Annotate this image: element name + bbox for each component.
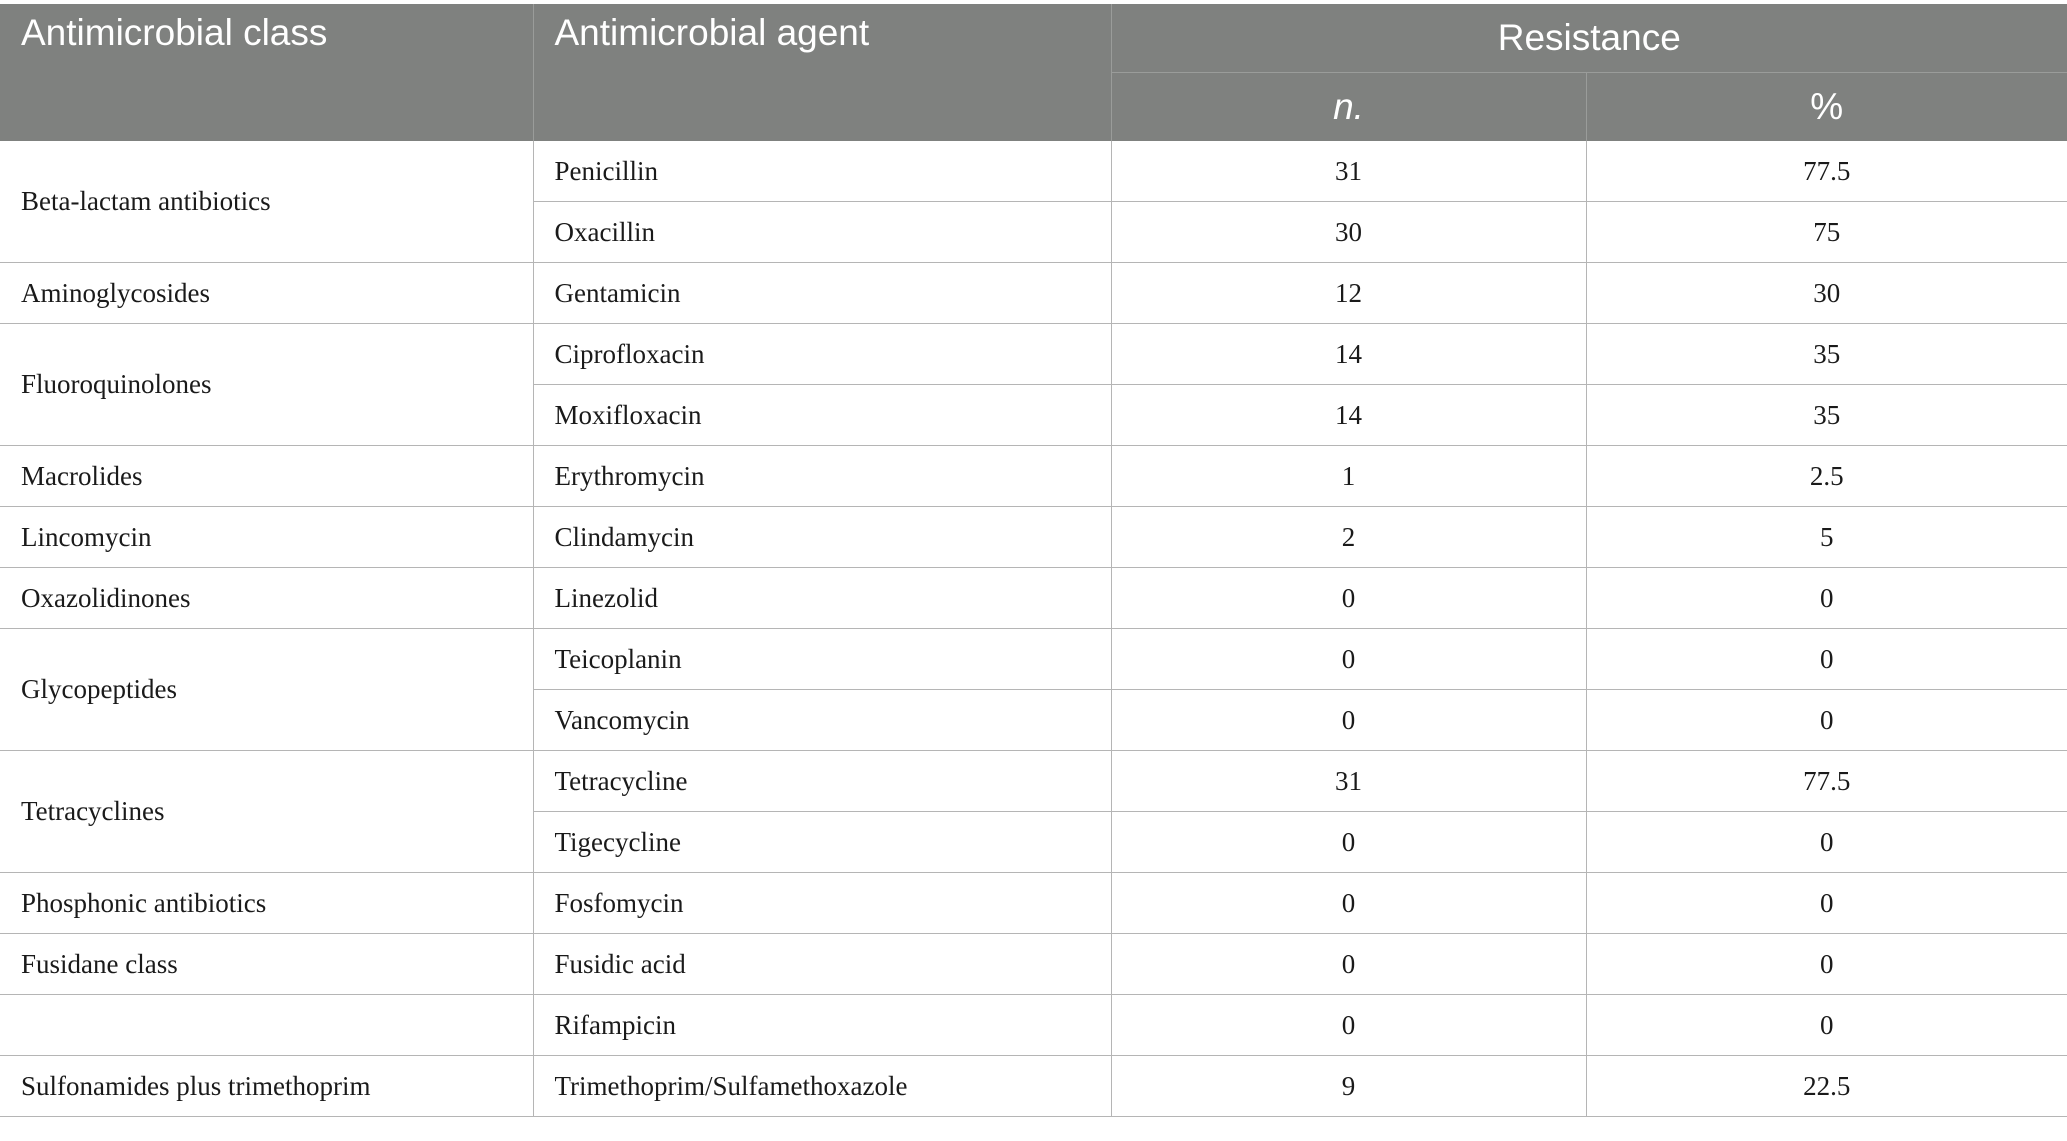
class-cell: Sulfonamides plus trimethoprim xyxy=(0,1056,533,1117)
header-resistance: Resistance xyxy=(1111,4,2067,73)
table-row xyxy=(0,507,2067,568)
class-cell: Beta-lactam antibiotics xyxy=(0,141,533,263)
agent-cell: Linezolid xyxy=(533,568,1111,629)
percent-cell: 35 xyxy=(1586,385,2067,446)
n-cell: 0 xyxy=(1111,690,1586,751)
class-cell: Lincomycin xyxy=(0,507,533,568)
agent-cell: Gentamicin xyxy=(533,263,1111,324)
table-row xyxy=(0,629,2067,690)
agent-cell: Rifampicin xyxy=(533,995,1111,1056)
header-n: n. xyxy=(1111,73,1586,142)
n-cell: 0 xyxy=(1111,568,1586,629)
n-cell: 0 xyxy=(1111,934,1586,995)
table-row xyxy=(0,995,2067,1056)
n-cell: 30 xyxy=(1111,202,1586,263)
n-cell: 31 xyxy=(1111,141,1586,202)
agent-cell: Penicillin xyxy=(533,141,1111,202)
percent-cell: 0 xyxy=(1586,568,2067,629)
header-percent: % xyxy=(1586,73,2067,142)
class-cell: Macrolides xyxy=(0,446,533,507)
agent-cell: Erythromycin xyxy=(533,446,1111,507)
n-cell: 0 xyxy=(1111,629,1586,690)
n-cell: 31 xyxy=(1111,751,1586,812)
percent-cell: 35 xyxy=(1586,324,2067,385)
agent-cell: Fusidic acid xyxy=(533,934,1111,995)
agent-cell: Oxacillin xyxy=(533,202,1111,263)
class-cell: Fluoroquinolones xyxy=(0,324,533,446)
n-cell: 2 xyxy=(1111,507,1586,568)
percent-cell: 5 xyxy=(1586,507,2067,568)
table-row xyxy=(0,751,2067,812)
header-antimicrobial-class: Antimicrobial class xyxy=(0,4,533,141)
n-cell: 14 xyxy=(1111,385,1586,446)
agent-cell: Moxifloxacin xyxy=(533,385,1111,446)
percent-cell: 30 xyxy=(1586,263,2067,324)
percent-cell: 0 xyxy=(1586,812,2067,873)
table-row xyxy=(0,324,2067,385)
header-antimicrobial-agent: Antimicrobial agent xyxy=(533,4,1111,141)
percent-cell: 2.5 xyxy=(1586,446,2067,507)
table-row xyxy=(0,446,2067,507)
resistance-table xyxy=(0,4,2067,1117)
agent-cell: Ciprofloxacin xyxy=(533,324,1111,385)
percent-cell: 0 xyxy=(1586,629,2067,690)
percent-cell: 0 xyxy=(1586,934,2067,995)
n-cell: 0 xyxy=(1111,812,1586,873)
class-cell: Aminoglycosides xyxy=(0,263,533,324)
agent-cell: Tigecycline xyxy=(533,812,1111,873)
table-row xyxy=(0,1056,2067,1117)
class-cell: Phosphonic antibiotics xyxy=(0,873,533,934)
percent-cell: 0 xyxy=(1586,690,2067,751)
agent-cell: Teicoplanin xyxy=(533,629,1111,690)
agent-cell: Tetracycline xyxy=(533,751,1111,812)
percent-cell: 0 xyxy=(1586,873,2067,934)
class-cell: Oxazolidinones xyxy=(0,568,533,629)
percent-cell: 77.5 xyxy=(1586,141,2067,202)
agent-cell: Vancomycin xyxy=(533,690,1111,751)
percent-cell: 0 xyxy=(1586,995,2067,1056)
class-cell: Fusidane class xyxy=(0,934,533,995)
table-row xyxy=(0,568,2067,629)
table-row xyxy=(0,873,2067,934)
class-cell xyxy=(0,995,533,1056)
header-row xyxy=(0,4,2067,73)
table-row xyxy=(0,141,2067,202)
agent-cell: Fosfomycin xyxy=(533,873,1111,934)
percent-cell: 22.5 xyxy=(1586,1056,2067,1117)
table-row xyxy=(0,263,2067,324)
n-cell: 0 xyxy=(1111,873,1586,934)
n-cell: 12 xyxy=(1111,263,1586,324)
n-cell: 0 xyxy=(1111,995,1586,1056)
class-cell: Glycopeptides xyxy=(0,629,533,751)
agent-cell: Clindamycin xyxy=(533,507,1111,568)
percent-cell: 77.5 xyxy=(1586,751,2067,812)
agent-cell: Trimethoprim/Sulfamethoxazole xyxy=(533,1056,1111,1117)
n-cell: 1 xyxy=(1111,446,1586,507)
n-cell: 9 xyxy=(1111,1056,1586,1117)
percent-cell: 75 xyxy=(1586,202,2067,263)
class-cell: Tetracyclines xyxy=(0,751,533,873)
table-row xyxy=(0,934,2067,995)
n-cell: 14 xyxy=(1111,324,1586,385)
